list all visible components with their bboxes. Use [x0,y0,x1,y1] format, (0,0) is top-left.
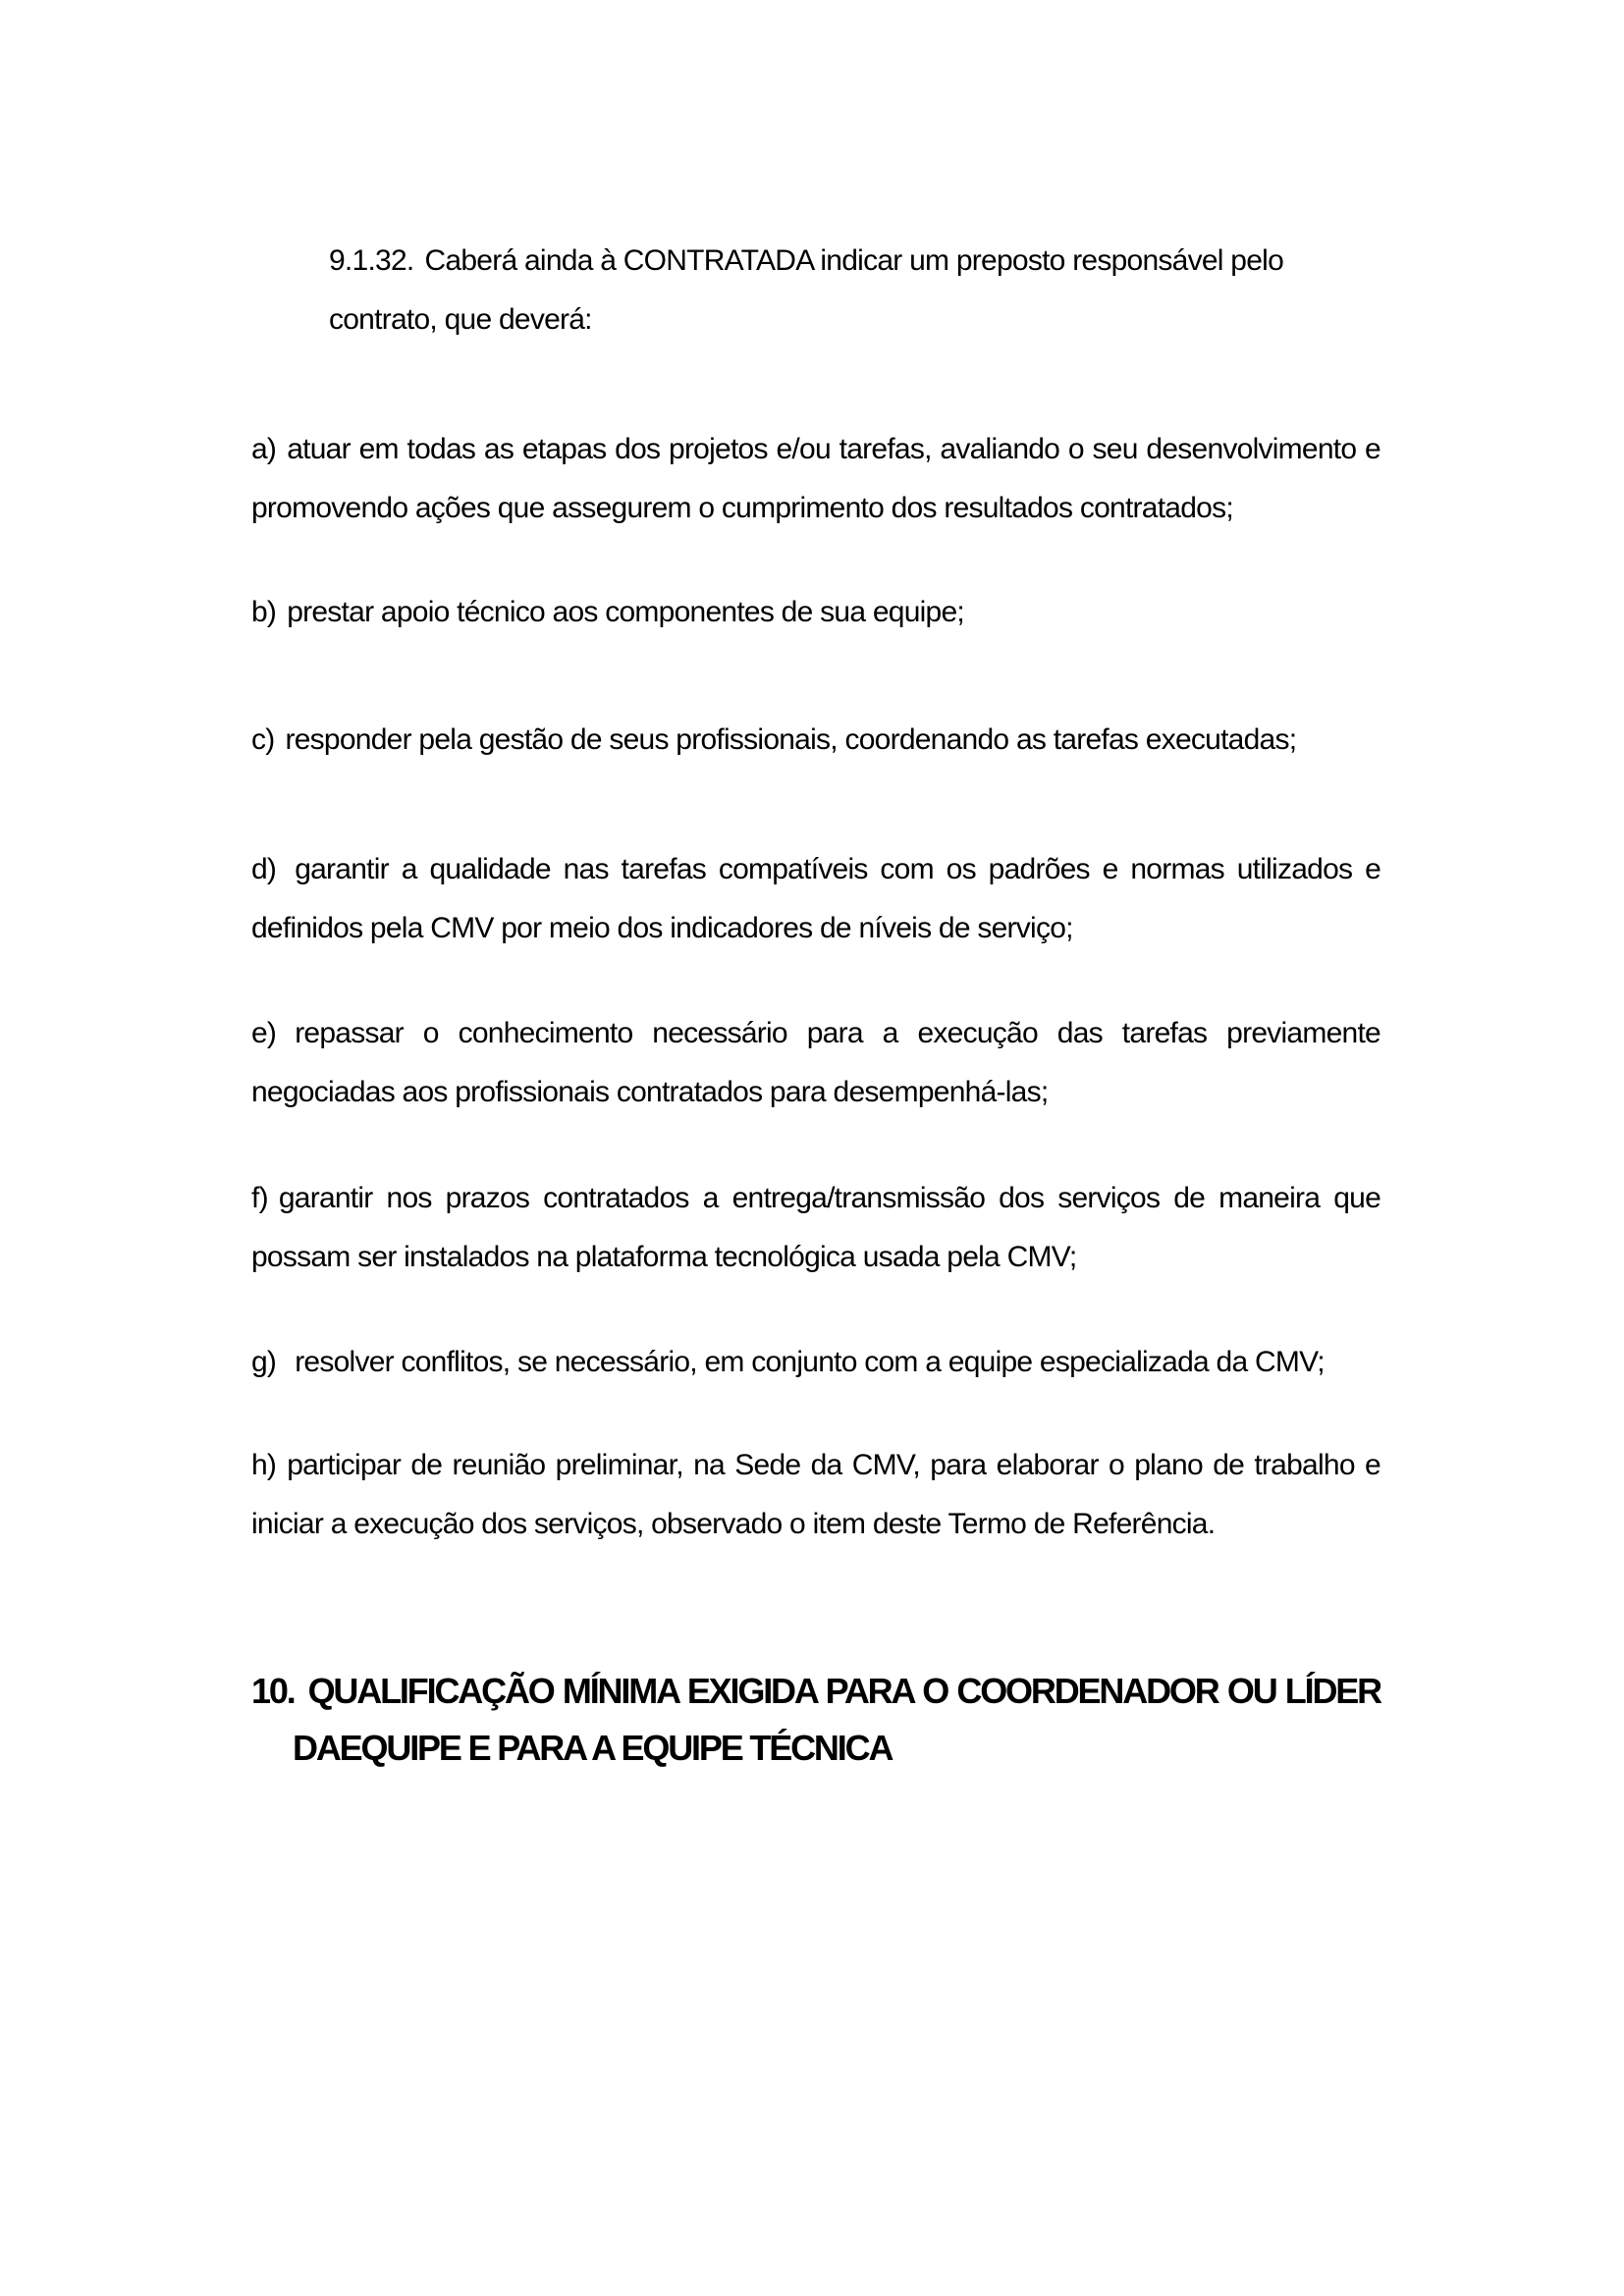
section-10-title: QUALIFICAÇÃO MÍNIMA EXIGIDA PARA O COORDENADOR OU LÍDER DAEQUIPE E PARA A EQUIPE TÉCNICA [293,1671,1380,1768]
list-item-g [251,1333,1380,1392]
list-item-b [251,583,1380,642]
list-item-h-text: participar de reunião preliminar, na Sede da CMV, para elaborar o plano de trabalho e iniciar a execução dos serviços, observado o item deste Termo de Referência. [251,1449,1380,1540]
list-item-c-text: responder pela gestão de seus profissionais, coordenando as tarefas executadas; [285,723,1297,756]
list-item-a [251,420,1380,538]
list-item-g-text: resolver conflitos, se necessário, em conjunto com a equipe especializada da CMV; [295,1346,1325,1378]
document-content [251,232,1380,1777]
clause-9-1-32 [329,232,1380,349]
list-item-e-text: repassar o conhecimento necessário para a execução das tarefas previamente negociadas aos profissionais contratados para desempenhá-las; [251,1017,1380,1108]
list-marker-c: c) [251,723,275,756]
section-10-heading [251,1663,1380,1777]
list-item-e [251,1004,1380,1122]
list-marker-g: g) [251,1346,277,1378]
list-item-c [251,711,1380,770]
list-marker-d: d) [251,853,277,885]
clause-text: Caberá ainda à CONTRATADA indicar um preposto responsável pelo contrato, que deverá: [329,244,1284,336]
list-item-f [251,1169,1380,1287]
list-marker-a: a) [251,433,277,465]
list-item-h [251,1436,1380,1554]
clause-number: 9.1.32. [329,244,414,277]
list-marker-e: e) [251,1017,277,1049]
section-10-number: 10. [251,1671,295,1711]
list-marker-b: b) [251,596,277,628]
list-item-b-text: prestar apoio técnico aos componentes de sua equipe; [287,596,965,628]
list-marker-h: h) [251,1449,277,1481]
list-item-d-text: garantir a qualidade nas tarefas compatíveis com os padrões e normas utilizados e definidos pela CMV por meio dos indicadores de níveis de serviço; [251,853,1380,944]
list-item-d [251,840,1380,958]
list-marker-f: f) [251,1182,268,1214]
list-item-a-text: atuar em todas as etapas dos projetos e/ou tarefas, avaliando o seu desenvolvimento e promovendo ações que assegurem o cumprimento dos resultados contratados; [251,433,1380,524]
list-item-f-text: garantir nos prazos contratados a entrega/transmissão dos serviços de maneira que possam ser instalados na plataforma tecnológica usada pela CMV; [251,1182,1380,1273]
